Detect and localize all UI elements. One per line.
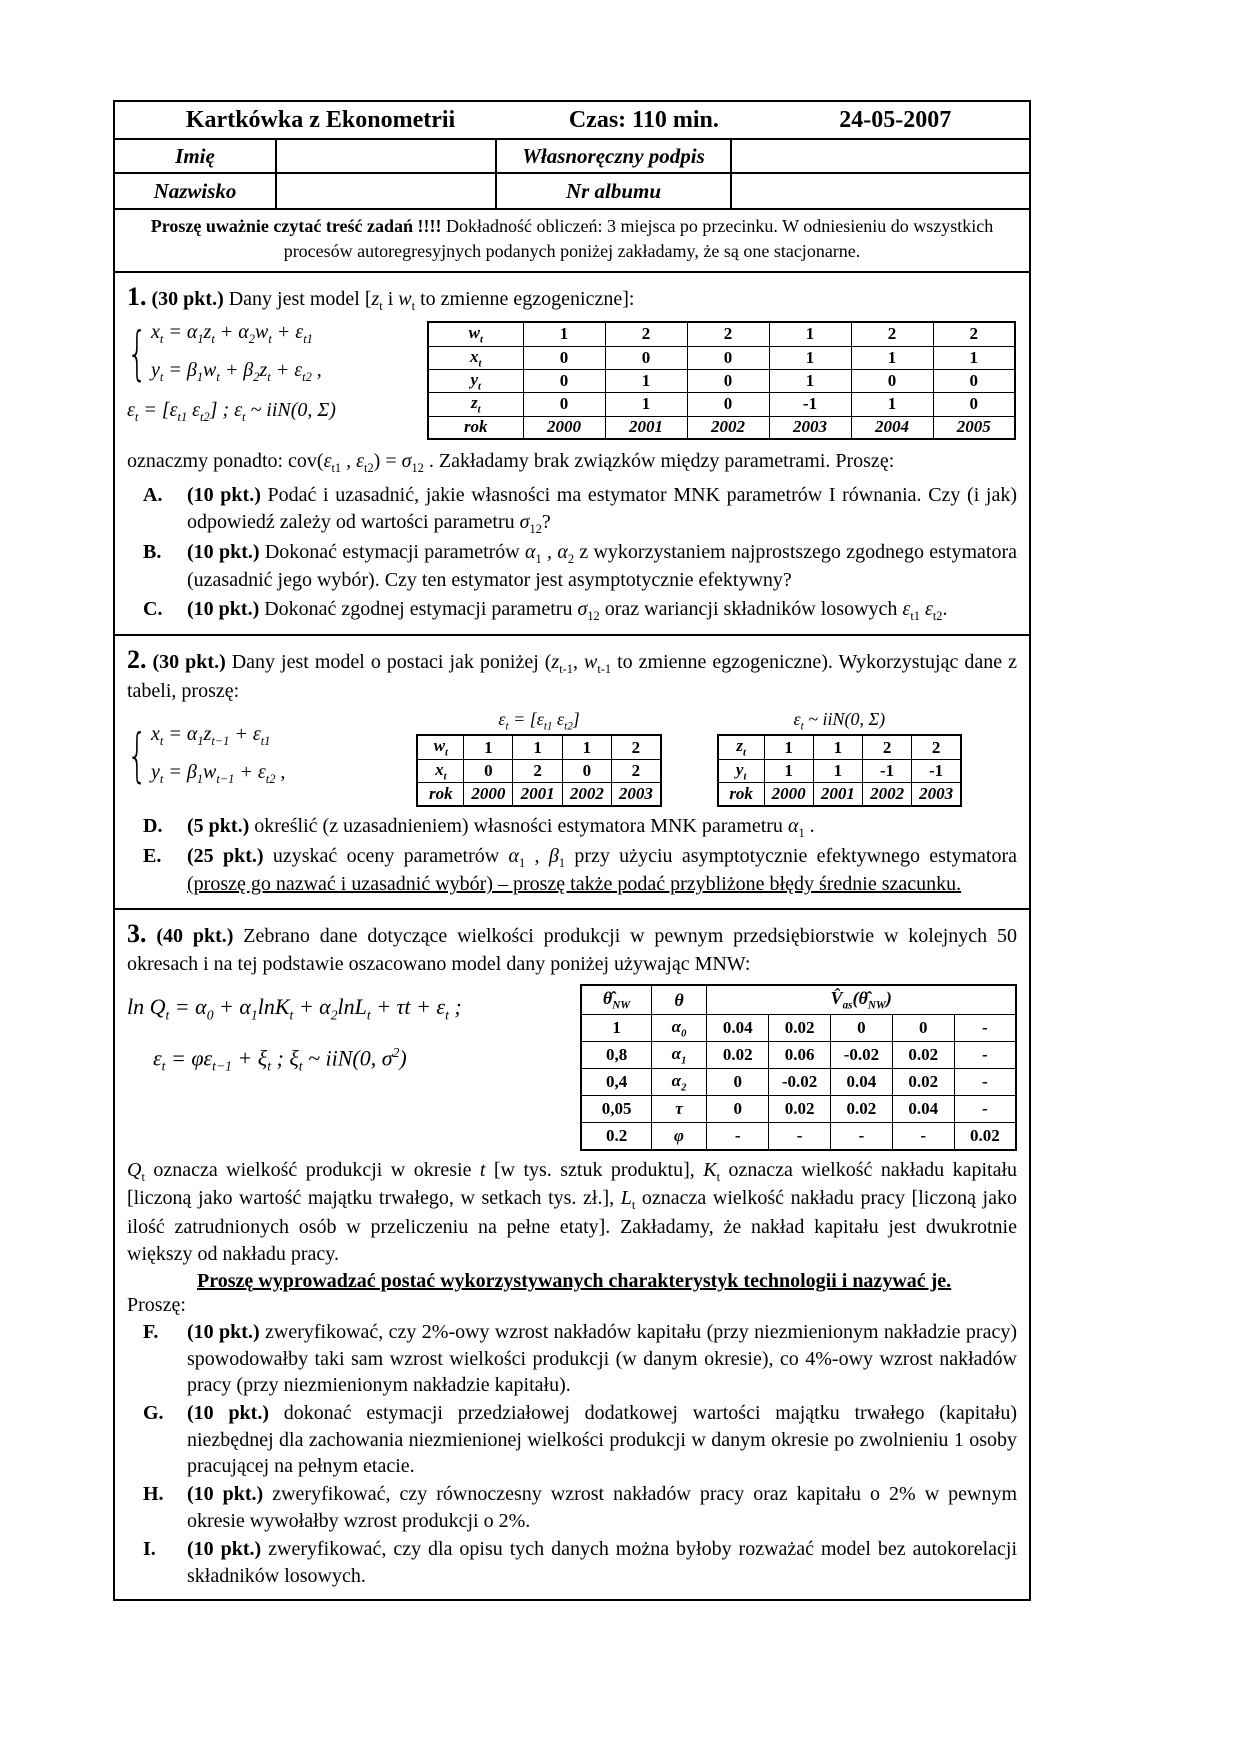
table-cell: φ: [651, 1123, 707, 1150]
table-row: [417, 783, 660, 806]
table-cell: -: [954, 1096, 1016, 1123]
album-field: [732, 174, 1029, 208]
table-cell: 1: [605, 393, 687, 416]
problem-1-intro: Dany jest model [$z_t$ i $w_t$ to zmienne egzogeniczne]:: [228, 288, 635, 314]
table-row: [428, 369, 1015, 392]
table-cell: 0.2: [581, 1123, 651, 1150]
problem-1-model: [127, 321, 427, 440]
problem-3-model: [127, 984, 580, 1075]
table-cell: 0: [687, 346, 769, 369]
estimation-results-table: [580, 984, 1017, 1151]
table-cell: 0: [605, 346, 687, 369]
table-cell: 1: [523, 322, 605, 346]
problem-1-data-table: [427, 321, 1016, 440]
table-cell: 0: [687, 393, 769, 416]
problem-2-model: [127, 709, 416, 807]
task-C-points: (10 pkt.): [187, 597, 260, 620]
table-cell: 0: [523, 346, 605, 369]
table-row: [417, 759, 660, 782]
exam-date: 24-05-2007: [839, 107, 952, 133]
problem-2-body: [127, 709, 1017, 807]
problem-3-points: (40 pkt.): [156, 924, 234, 947]
problem-1-points: (30 pkt.): [151, 288, 224, 311]
table-cell: -: [954, 1042, 1016, 1069]
task-G: [143, 1400, 1017, 1479]
table-cell: 2003: [611, 783, 660, 806]
task-F-points: (10 pkt.): [187, 1321, 260, 1344]
table-cell: 2: [862, 735, 911, 759]
table-cell: $y_t$: [718, 759, 764, 782]
table-cell: 1: [581, 1015, 651, 1042]
problem-3-number: 3.: [127, 918, 147, 948]
covariance-note: oznaczmy ponadto: $cov(\varepsilon_{t1}$ , $\varepsilon_{t2}) = \sigma_{12}$ . Zakładamy brak związków między parametrami. Proszę:: [127, 450, 895, 476]
task-E-letter: E.: [143, 845, 162, 868]
table-cell: 0.02: [769, 1015, 831, 1042]
task-I-points: (10 pkt.): [187, 1538, 262, 1561]
table-cell: 2001: [513, 783, 562, 806]
table-cell: -: [954, 1069, 1016, 1096]
table-cell: 0: [523, 369, 605, 392]
task-B: [143, 539, 1017, 594]
task-I: [143, 1536, 1017, 1589]
task-F-letter: F.: [143, 1321, 159, 1344]
table-cell: 2: [611, 735, 660, 759]
problem-2-data-table-2: [717, 734, 962, 806]
table-row: [428, 416, 1015, 439]
table-cell: 0,8: [581, 1042, 651, 1069]
problem-1-number: 1.: [127, 282, 147, 312]
table-cell: -1: [912, 759, 961, 782]
error-specification: $\varepsilon_t = [\varepsilon_{t1}$ $\varepsilon_{t2}$] ; $\varepsilon_t$ ~ iiN(0, Σ): [127, 399, 336, 425]
task-I-letter: I.: [143, 1538, 156, 1561]
surname-label: Nazwisko: [115, 174, 277, 208]
task-G-points: (10 pkt.): [187, 1402, 270, 1425]
task-E: [143, 843, 1017, 898]
task-E-text: (25 pkt.) uzyskać oceny parametrów $\alpha_1$ , $\beta_1$ przy użyciu asymptotycznie efektywnego estymatora (proszę go nazwać i uzasadnić wybór) – proszę także podać przybliżone błędy średnie szacunku.: [187, 845, 1017, 896]
table-cell: 1: [769, 369, 851, 392]
problem-3-intro: Zebrano dane dotyczące wielkości produkcji w pewnym przedsiębiorstwie w kolejnych 50 okresach i na tej podstawie oszacowano model dany poniżej używając MNW:: [127, 924, 1018, 975]
table-cell: 1: [813, 759, 862, 782]
problem-1: [115, 273, 1029, 636]
table-cell: $w_t$: [428, 322, 523, 346]
please-label: Proszę:: [127, 1294, 186, 1317]
problem-2: [115, 636, 1029, 910]
asymptotic-variance-header: $V̂_{as}(\thetâ_{NW})$: [707, 985, 1016, 1015]
table-cell: 0: [562, 759, 611, 782]
table-cell: 2002: [687, 416, 769, 439]
task-H-points: (10 pkt.): [187, 1483, 264, 1506]
table-cell: 2: [513, 759, 562, 782]
table-cell: 0.02: [831, 1096, 893, 1123]
table-cell: 0.04: [707, 1015, 769, 1042]
table-cell: 0,05: [581, 1096, 651, 1123]
equation-x: $x_t = \alpha_1z_{t-1} + \varepsilon_{t1}$: [151, 722, 271, 748]
table-cell: 1: [764, 735, 813, 759]
table-cell: 0.02: [954, 1123, 1016, 1150]
task-H-letter: H.: [143, 1483, 164, 1506]
task-D-letter: D.: [143, 814, 163, 837]
table-cell: 0.02: [892, 1069, 954, 1096]
task-D-points: (5 pkt.): [187, 814, 250, 837]
table-cell: 1: [769, 346, 851, 369]
table-cell: -1: [769, 393, 851, 416]
table-cell: -1: [862, 759, 911, 782]
table-cell: 0: [523, 393, 605, 416]
task-D: [143, 813, 1017, 841]
table-cell: 0: [687, 369, 769, 392]
table-cell: 2004: [851, 416, 933, 439]
task-G-text: (10 pkt.) dokonać estymacji przedziałowej dodatkowej wartości majątku trwałego (kapitału) niezbędnej dla zachowania niezmienionej wielkości produkcji w danym okresie po zwolnieniu 1 osoby pracującej na pełnym etacie.: [187, 1402, 1017, 1478]
table-cell: $w_t$: [417, 735, 463, 759]
table-cell: 2000: [764, 783, 813, 806]
table-row: [718, 759, 961, 782]
table-row: [581, 1096, 1016, 1123]
table-cell: -: [707, 1123, 769, 1150]
table-cell: -: [831, 1123, 893, 1150]
table-cell: -0.02: [831, 1042, 893, 1069]
table-cell: 0: [933, 393, 1015, 416]
equation-system: [127, 720, 416, 789]
table-cell: $x_t$: [417, 759, 463, 782]
table-row: [581, 1123, 1016, 1150]
album-label: Nr albumu: [497, 174, 732, 208]
table-cell: 2: [851, 322, 933, 346]
table-cell: 1: [562, 735, 611, 759]
table-cell: 1: [464, 735, 513, 759]
instructions: [115, 210, 1029, 273]
task-A-points: (10 pkt.): [187, 484, 261, 507]
table-cell: 2001: [605, 416, 687, 439]
task-C-letter: C.: [143, 597, 163, 620]
error-process-equation: $\varepsilon_t = \varphi\varepsilon_{t-1} + \xi_t$ ; $\xi_t$ ~ iiN(0, $\sigma^2$): [153, 1045, 407, 1075]
table-row: [581, 1015, 1016, 1042]
table-cell: 0,4: [581, 1069, 651, 1096]
name-label: Imię: [115, 140, 277, 174]
table-cell: $\alpha_0$: [651, 1015, 707, 1042]
problem-3-body: [127, 984, 1017, 1151]
task-I-text: (10 pkt.) zweryfikować, czy dla opisu tych danych można byłoby rozważać model bez autokorelacji składników losowych.: [187, 1538, 1017, 1587]
task-C: [143, 596, 1017, 624]
table-cell: 2: [933, 322, 1015, 346]
theta-hat-header: $\thetâ_{NW}$: [581, 985, 651, 1015]
table-cell: 2005: [933, 416, 1015, 439]
table-cell: $z_t$: [718, 735, 764, 759]
table-cell: 1: [513, 735, 562, 759]
table-row: [428, 346, 1015, 369]
table-cell: 2002: [562, 783, 611, 806]
table-cell: 2: [687, 322, 769, 346]
system-brace: {: [127, 720, 148, 789]
table-cell: 2: [605, 322, 687, 346]
table-cell: -: [769, 1123, 831, 1150]
problem-2-intro: Dany jest model o postaci jak poniżej ($z_{t-1}$, $w_{t-1}$ to zmienne egzogeniczne). Wykorzystując dane z tabeli, proszę:: [127, 651, 1017, 702]
table-cell: 2003: [769, 416, 851, 439]
table-cell: rok: [428, 416, 523, 439]
name-field: [277, 140, 497, 174]
problem-3: [115, 910, 1029, 1599]
production-equation: $\ln Q_t = \alpha_0 + \alpha_1\ln K_t + \alpha_2\ln L_t + \tau t + \varepsilon_t$ ;: [127, 993, 462, 1023]
task-B-points: (10 pkt.): [187, 540, 260, 563]
exam-document: [113, 100, 1031, 1601]
table-header-row: [581, 985, 1016, 1015]
document-header: [115, 102, 1029, 140]
task-H-text: (10 pkt.) zweryfikować, czy równoczesny wzrost nakładów pracy oraz kapitału o 2% w pewnym okresie wywołałby wzrost produkcji o 2%.: [187, 1483, 1018, 1532]
table-cell: 0.02: [707, 1042, 769, 1069]
student-info-table: [115, 140, 1029, 210]
table-row: [718, 783, 961, 806]
task-F: [143, 1319, 1017, 1398]
table-row: [581, 1069, 1016, 1096]
problem-1-heading: [127, 279, 1017, 315]
table-cell: $x_t$: [428, 346, 523, 369]
table-cell: 0: [933, 369, 1015, 392]
problem-2-right-table-block: [717, 709, 962, 807]
signature-label: Własnoręczny podpis: [497, 140, 732, 174]
problem-1-body: [127, 321, 1017, 440]
table-cell: 2: [611, 759, 660, 782]
table-cell: 2001: [813, 783, 862, 806]
instructions-rest: Dokładność obliczeń: 3 miejsca po przecinku. W odniesieniu do wszystkich procesów autoregresyjnych podanych poniżej zakładamy, że są one stacjonarne.: [283, 216, 994, 262]
exam-duration: Czas: 110 min.: [568, 107, 719, 133]
table-cell: 0: [851, 369, 933, 392]
problem-3-heading: [127, 916, 1017, 978]
problem-2-data-table-1: [416, 734, 661, 806]
table-cell: 1: [605, 369, 687, 392]
table-cell: 0: [831, 1015, 893, 1042]
task-G-letter: G.: [143, 1402, 164, 1425]
derivation-instruction: Proszę wyprowadzać postać wykorzystywanych charakterystyk technologii i nazywać je.: [197, 1270, 952, 1293]
task-B-text: (10 pkt.) Dokonać estymacji parametrów $\alpha_1$ , $\alpha_2$ z wykorzystaniem najprostszego zgodnego estymatora (uzasadnić jego wybór). Czy ten estymator jest asymptotycznie efektywny?: [187, 540, 1017, 592]
table-cell: τ: [651, 1096, 707, 1123]
table-cell: -0.02: [769, 1069, 831, 1096]
table-cell: -: [954, 1015, 1016, 1042]
table-cell: 2: [912, 735, 961, 759]
table-cell: $\alpha_1$: [651, 1042, 707, 1069]
task-B-letter: B.: [143, 540, 162, 563]
task-A-text: (10 pkt.) Podać i uzasadnić, jakie własności ma estymator MNK parametrów I równania. Czy (i jak) odpowiedź zależy od wartości parametru $\sigma_{12}$?: [187, 484, 1018, 536]
table-cell: 0.02: [769, 1096, 831, 1123]
table-cell: 0.04: [831, 1069, 893, 1096]
task-D-text: (5 pkt.) określić (z uzasadnieniem) własności estymatora MNK parametru $\alpha_1$ .: [187, 814, 815, 840]
table-cell: rok: [417, 783, 463, 806]
task-E-underlined: (proszę go nazwać i uzasadnić wybór) – proszę także podać przybliżone błędy średnie szacunku.: [187, 873, 962, 896]
table-cell: 2000: [464, 783, 513, 806]
equation-x: $x_t = \alpha_1z_t + \alpha_2w_t + \varepsilon_{t1}$: [151, 321, 313, 347]
table-cell: 1: [813, 735, 862, 759]
table-cell: rok: [718, 783, 764, 806]
table-cell: 0: [464, 759, 513, 782]
problem-2-points: (30 pkt.): [152, 651, 226, 674]
table-row: [428, 322, 1015, 346]
table-cell: $\alpha_2$: [651, 1069, 707, 1096]
table-cell: 0.06: [769, 1042, 831, 1069]
table-cell: 2002: [862, 783, 911, 806]
problem-2-heading: [127, 642, 1017, 705]
table-cell: 1: [764, 759, 813, 782]
table-cell: 1: [769, 322, 851, 346]
task-C-text: (10 pkt.) Dokonać zgodnej estymacji parametru $\sigma_{12}$ oraz wariancji składników losowych $\varepsilon_{t1}$ $\varepsilon_{t2}$.: [187, 597, 948, 623]
document-title: Kartkówka z Ekonometrii: [185, 107, 456, 133]
table-cell: 1: [933, 346, 1015, 369]
equation-y: $y_t = \beta_1w_{t-1} + \varepsilon_{t2}$ ,: [151, 760, 286, 786]
error-vector: $\varepsilon_t = [\varepsilon_{t1}$ $\varepsilon_{t2}$]: [498, 708, 580, 733]
table-cell: 2003: [912, 783, 961, 806]
theta-header: θ: [651, 985, 707, 1015]
table-cell: 0: [892, 1015, 954, 1042]
equation-system: [127, 319, 427, 388]
table-cell: 1: [851, 346, 933, 369]
table-row: [718, 735, 961, 759]
table-cell: 0: [707, 1096, 769, 1123]
equation-y: $y_t = \beta_1w_t + \beta_2z_t + \varepsilon_{t2}$ ,: [151, 359, 322, 385]
table-cell: $z_t$: [428, 393, 523, 416]
signature-field: [732, 140, 1029, 174]
system-brace: {: [127, 319, 148, 388]
error-distribution: $\varepsilon_t$ ~ iiN(0, Σ): [793, 708, 886, 733]
table-row: [581, 1042, 1016, 1069]
table-cell: $y_t$: [428, 369, 523, 392]
task-A-letter: A.: [143, 484, 163, 507]
instructions-bold: Proszę uważnie czytać treść zadań !!!!: [150, 216, 442, 236]
task-H: [143, 1481, 1017, 1534]
table-cell: 0.04: [892, 1096, 954, 1123]
table-cell: 2000: [523, 416, 605, 439]
table-cell: -: [892, 1123, 954, 1150]
table-row: [428, 393, 1015, 416]
variables-description: $Q_t$ oznacza wielkość produkcji w okresie t [w tys. sztuk produktu], $K_t$ oznacza wielkość nakładu kapitału [liczoną jako wartość majątku trwałego, w setkach tys. zł.], $L_t$ oznacza wielkość nakładu pracy [liczoną jako ilość zatrudnionych osób w przeliczeniu na pełne etaty]. Zakładamy, że nakład kapitału jest dwukrotnie większy od nakładu pracy.: [127, 1158, 1017, 1265]
problem-2-left-table-block: [416, 709, 661, 807]
task-F-text: (10 pkt.) zweryfikować, czy 2%-owy wzrost nakładów kapitału (przy niezmienionym nakładzie pracy) spowodowałby taki sam wzrost wielkości produkcji (w danym okresie), co 4%-owy wzrost nakładów pracy (przy niezmienionym nakładzie kapitału).: [187, 1321, 1018, 1396]
table-cell: 0: [707, 1069, 769, 1096]
surname-field: [277, 174, 497, 208]
table-cell: 0.02: [892, 1042, 954, 1069]
table-cell: 1: [851, 393, 933, 416]
problem-2-number: 2.: [127, 645, 147, 675]
task-A: [143, 482, 1017, 537]
task-E-points: (25 pkt.): [187, 845, 264, 868]
table-row: [417, 735, 660, 759]
